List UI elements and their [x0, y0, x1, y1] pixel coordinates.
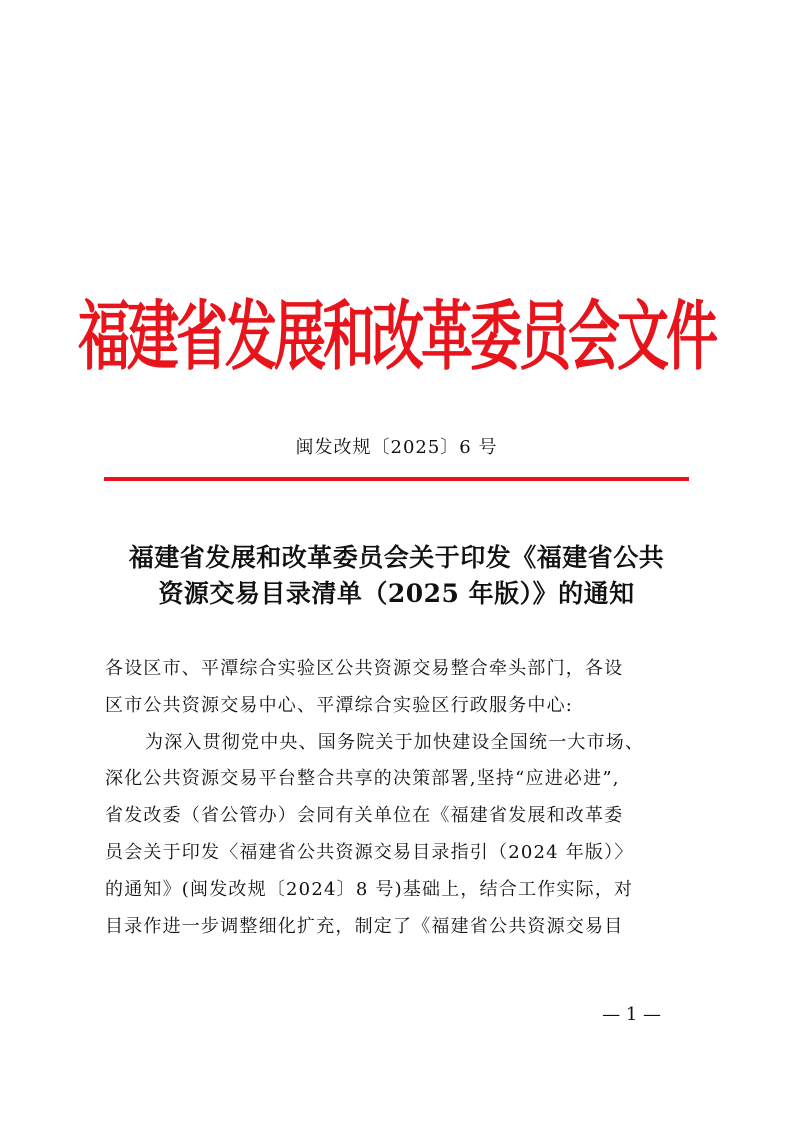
notice-title-line: 福建省发展和改革委员会关于印发《福建省公共 — [128, 543, 665, 572]
page-number: — 1 — — [602, 1004, 661, 1025]
masthead-title: 福建省发展和改革委员会文件 — [77, 294, 715, 382]
body-paragraph-line: 深化公共资源交易平台整合共享的决策部署,坚持“应进必进”, — [105, 768, 620, 790]
body-paragraph-line: 省发改委（省公管办）会同有关单位在《福建省发展和改革委 — [105, 805, 624, 827]
body-paragraph-line: 的通知》(闽发改规〔2024〕8 号)基础上，结合工作实际，对 — [105, 878, 634, 900]
addressee-line: 各设区市、平潭综合实验区公共资源交易整合牵头部门，各设 — [105, 658, 624, 679]
notice-body — [105, 651, 690, 945]
red-divider-rule — [104, 477, 689, 481]
notice-title — [0, 540, 793, 612]
body-paragraph-line: 目录作进一步调整细化扩充，制定了《福建省公共资源交易目 — [105, 915, 624, 937]
notice-title-line: 资源交易目录清单（2025 年版）》的通知 — [158, 579, 635, 608]
body-paragraph-line: 为深入贯彻党中央、国务院关于加快建设全国统一大市场、 — [145, 731, 645, 753]
document-number: 闽发改规〔2025〕6 号 — [295, 437, 498, 458]
body-paragraph-line: 员会关于印发〈福建省公共资源交易目录指引（2024 年版）〉 — [105, 841, 634, 863]
addressee-line: 区市公共资源交易中心、平潭综合实验区行政服务中心: — [105, 694, 574, 716]
